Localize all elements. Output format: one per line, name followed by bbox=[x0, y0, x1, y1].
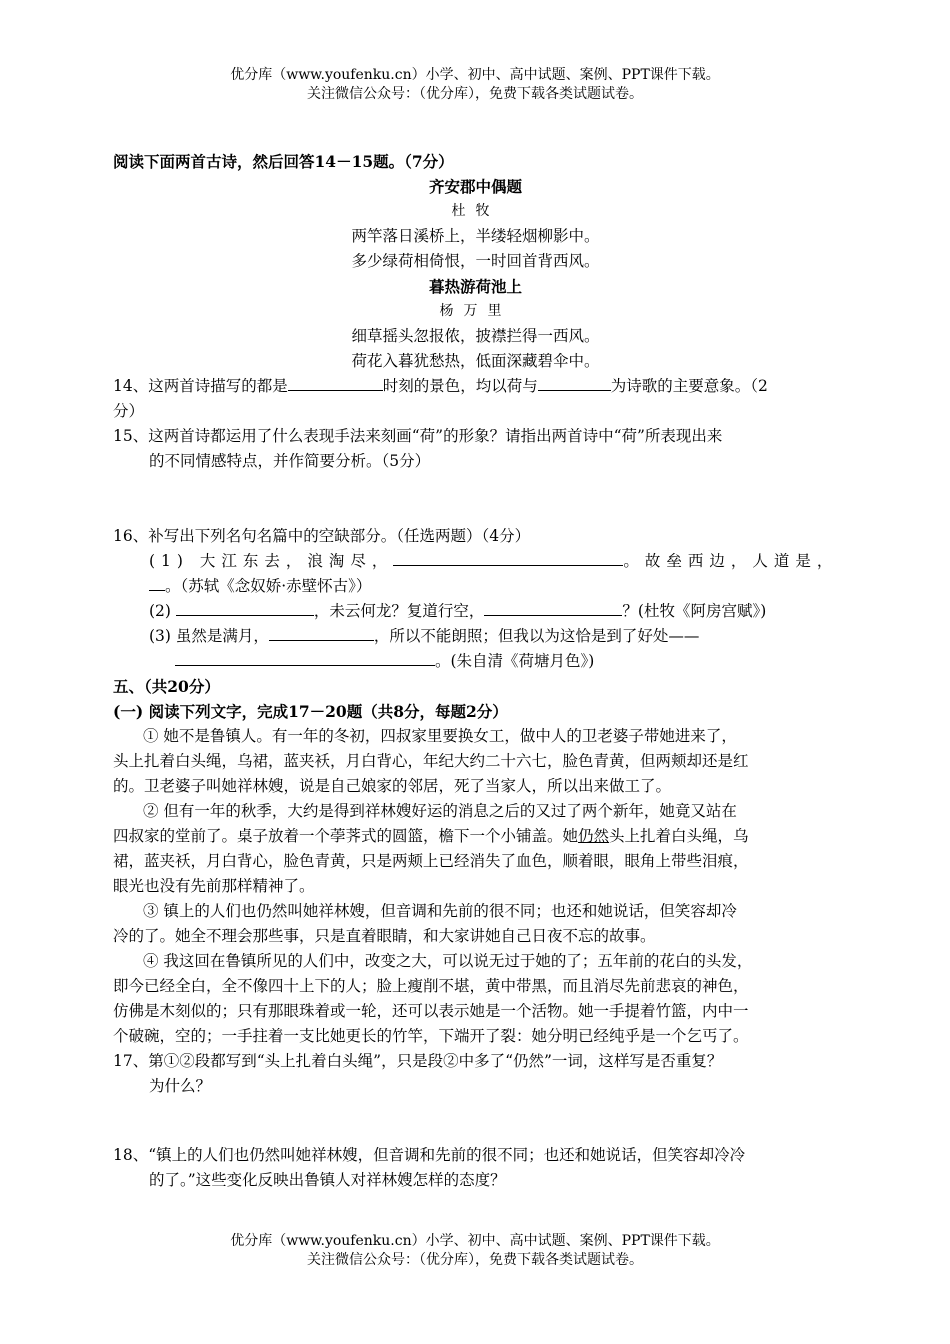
q16-item3-text-a: (3) 虽然是满月， bbox=[149, 627, 269, 645]
poem1-title: 齐安郡中偶题 bbox=[428, 177, 522, 196]
q16-item1-text-b: 。故垒西边，人道是， bbox=[623, 552, 839, 570]
q14-text-c: 为诗歌的主要意象。（2 bbox=[610, 377, 768, 395]
passage-p3-line-2: 冷的了。她全不理会那些事，只是直着眼睛，和大家讲她自己日夜不忘的故事。 bbox=[113, 927, 656, 945]
q16-item3-text-c: 。(朱自清《荷塘月色》) bbox=[435, 652, 595, 670]
passage-p4-line-1: ④ 我这回在鲁镇所见的人们中，改变之大，可以说无过于她的了；五年前的花白的头发， bbox=[143, 952, 753, 970]
q16-item2-blank-2[interactable] bbox=[484, 600, 622, 616]
answer-space-17 bbox=[113, 1099, 838, 1143]
question-18-cont: 的了。”这些变化反映出鲁镇人对祥林嫂怎样的态度？ bbox=[149, 1171, 506, 1189]
footer-line-1: 优分库（www.youfenku.cn）小学、初中、高中试题、案例、PPT课件下载。 bbox=[230, 1233, 720, 1249]
passage-p3-line-1: ③ 镇上的人们也仍然叫她祥林嫂，但音调和先前的很不同；也还和她说话，但笑容却冷 bbox=[143, 902, 737, 920]
q16-item1-blank-1[interactable] bbox=[393, 550, 623, 566]
question-14-cont: 分） bbox=[113, 402, 145, 420]
passage-p1-line-1: ① 她不是鲁镇人。有一年的冬初，四叔家里要换女工，做中人的卫老婆子带她进来了， bbox=[143, 727, 737, 745]
q16-item2-text-a: (2) bbox=[149, 602, 171, 620]
section-5-title: 五、（共20分） bbox=[113, 677, 220, 696]
q16-item-3-cont bbox=[113, 649, 838, 674]
passage-p1-line-3: 的。卫老婆子叫她祥林嫂，说是自己娘家的邻居，死了当家人，所以出来做工了。 bbox=[113, 777, 672, 795]
question-15: 15、这两首诗都运用了什么表现手法来刻画“荷”的形象？请指出两首诗中“荷”所表现出来 bbox=[113, 427, 723, 445]
q16-item2-blank-1[interactable] bbox=[176, 600, 314, 616]
q16-item-1 bbox=[113, 549, 838, 574]
question-18: 18、“镇上的人们也仍然叫她祥林嫂，但音调和先前的很不同；也还和她说话，但笑容却冷冷 bbox=[113, 1146, 746, 1164]
q14-blank-1[interactable] bbox=[288, 375, 383, 391]
q16-item2-text-b: ，未云何龙？复道行空， bbox=[313, 602, 485, 620]
header-line-1: 优分库（www.youfenku.cn）小学、初中、高中试题、案例、PPT课件下载。 bbox=[230, 67, 720, 83]
passage-p2-line-3: 裙，蓝夹袄，月白背心，脸色青黄，只是两颊上已经消失了血色，顺着眼，眼角上带些泪痕， bbox=[113, 852, 749, 870]
header-line-2: 关注微信公众号：（优分库），免费下载各类试题试卷。 bbox=[307, 86, 643, 102]
q16-item2-text-c: ？(杜牧《阿房宫赋》) bbox=[622, 602, 767, 620]
q14-text-b: 时刻的景色，均以荷与 bbox=[382, 377, 538, 395]
q16-item-1-cont bbox=[113, 574, 838, 599]
question-17: 17、第①②段都写到“头上扎着白头绳”，只是段②中多了“仍然”一词，这样写是否重复？ bbox=[113, 1052, 723, 1070]
passage-p4-line-2: 即今已经全白，全不像四十上下的人；脸上瘦削不堪，黄中带黑，而且消尽先前悲哀的神色， bbox=[113, 977, 749, 995]
q16-item-3 bbox=[113, 624, 838, 649]
exam-content bbox=[113, 149, 838, 1193]
p2-text-a: 四叔家的堂前了。桌子放着一个荸荠式的圆篮，檐下一个小铺盖。她 bbox=[113, 827, 579, 845]
underlined-word: 仍然 bbox=[578, 827, 610, 845]
section-5-subtitle: (一) 阅读下列文字，完成17－20题（共8分，每题2分） bbox=[113, 702, 508, 721]
poem2-title: 暮热游荷池上 bbox=[428, 277, 522, 296]
page-footer bbox=[0, 1232, 950, 1270]
poem1-line-1: 两竿落日溪桥上，半缕轻烟柳影中。 bbox=[351, 227, 600, 245]
q16-item1-text-c: 。（苏轼《念奴娇·赤壁怀古》） bbox=[165, 577, 372, 595]
poem2-author: 杨万里 bbox=[439, 303, 512, 319]
question-14 bbox=[113, 374, 838, 399]
passage-p2-line-4: 眼光也没有先前那样精神了。 bbox=[113, 877, 315, 895]
q16-item3-blank-2[interactable] bbox=[175, 650, 435, 666]
p2-text-b: 头上扎着白头绳，乌 bbox=[609, 827, 749, 845]
page-header bbox=[0, 66, 950, 104]
footer-line-2: 关注微信公众号：（优分库），免费下载各类试题试卷。 bbox=[307, 1252, 643, 1268]
q16-item3-text-b: ，所以不能朗照；但我以为这恰是到了好处—— bbox=[373, 627, 700, 645]
q16-item1-blank-2[interactable] bbox=[149, 575, 165, 591]
passage-p2-line-2 bbox=[113, 824, 838, 849]
q14-text-a: 14、这两首诗描写的都是 bbox=[113, 377, 288, 395]
passage-p1-line-2: 头上扎着白头绳，乌裙，蓝夹袄，月白背心，年纪大约二十六七，脸色青黄，但两颊却还是红 bbox=[113, 752, 749, 770]
question-16: 16、补写出下列名句名篇中的空缺部分。（任选两题）（4分） bbox=[113, 527, 531, 545]
poem2-line-2: 荷花入暮犹愁热，低面深藏碧伞中。 bbox=[351, 352, 600, 370]
question-17-cont: 为什么？ bbox=[149, 1077, 212, 1095]
poem1-line-2: 多少绿荷相倚恨，一时回首背西风。 bbox=[351, 252, 600, 270]
answer-space-15 bbox=[113, 474, 838, 524]
passage-p2-line-1: ② 但有一年的秋季，大约是得到祥林嫂好运的消息之后的又过了两个新年，她竟又站在 bbox=[143, 802, 737, 820]
q16-item1-text-a: (1) 大江东去，浪淘尽， bbox=[149, 552, 394, 570]
poem-section-intro: 阅读下面两首古诗，然后回答14－15题。（7分） bbox=[113, 152, 454, 171]
q16-item3-blank-1[interactable] bbox=[269, 625, 374, 641]
poem2-line-1: 细草摇头忽报侬，披襟拦得一西风。 bbox=[351, 327, 600, 345]
q16-item-2 bbox=[113, 599, 838, 624]
passage-p4-line-3: 仿佛是木刻似的；只有那眼珠着或一轮，还可以表示她是一个活物。她一手提着竹篮，内中一 bbox=[113, 1002, 749, 1020]
passage-p4-line-4: 个破碗，空的；一手拄着一支比她更长的竹竿，下端开了裂：她分明已经纯乎是一个乞丐了。 bbox=[113, 1027, 749, 1045]
q14-blank-2[interactable] bbox=[538, 375, 611, 391]
poem1-author: 杜牧 bbox=[451, 203, 500, 219]
question-15-cont: 的不同情感特点，并作简要分析。（5分） bbox=[149, 452, 431, 470]
